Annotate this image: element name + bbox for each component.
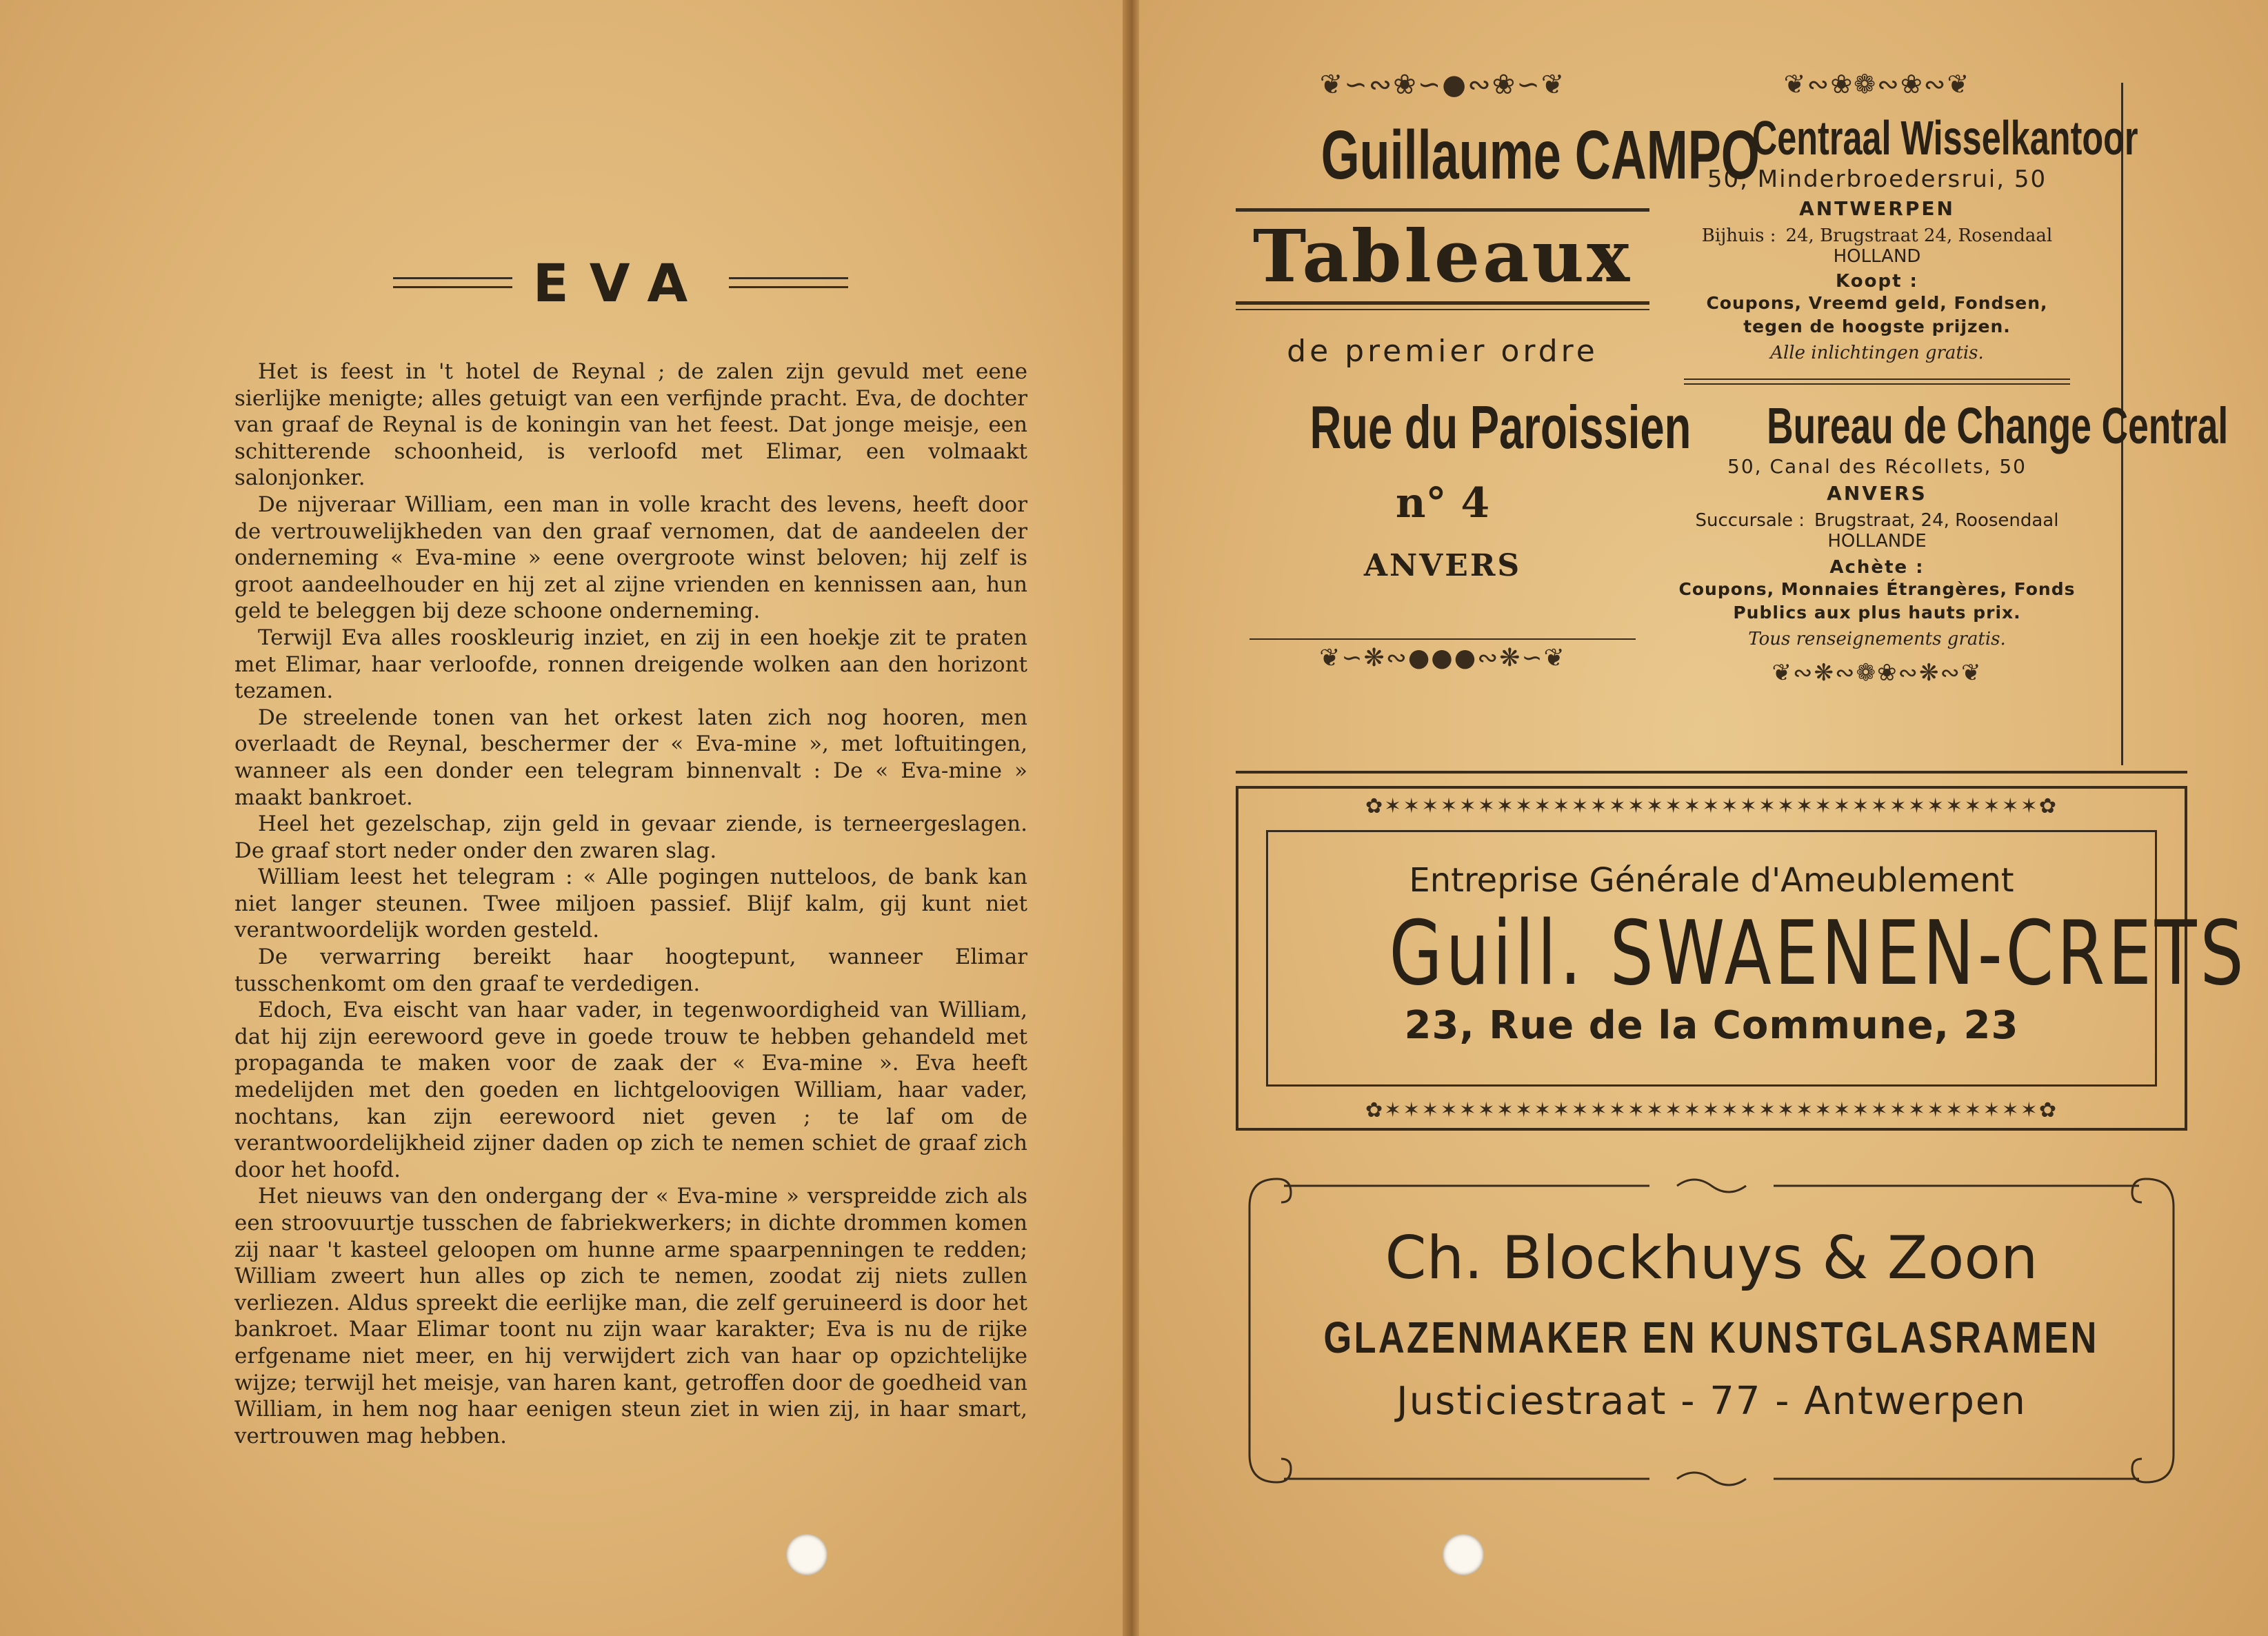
section-divider	[1236, 771, 2187, 774]
title-rule-left	[393, 277, 512, 288]
exchange-branch-address-fr: Brugstraat, 24, Roosendaal	[1814, 510, 2059, 531]
story-paragraph: William leest het telegram : « Alle pogingen nutteloos, de bank kan niet langer steunen. Twee miljoen passief. Blijf kalm, gij kunt niet verantwoordelijk worden gesteld.	[234, 865, 1027, 943]
story-paragraph: Terwijl Eva alles rooskleurig inziet, en zij in een hoekje zit te praten met Elimar, haar verloofde, ronnen dreigende wolken aan den horizont tezamen.	[234, 625, 1027, 704]
exchange-branch-country-nl: HOLLAND	[1833, 246, 1921, 267]
story-paragraph: De streelende tonen van het orkest laten zich nog hooren, men overlaadt de Reynal, beschermer der « Eva-mine », met loftuitingen, wanneer als een donder een telegram binnenvalt : De « Eva-mine » maakt bankroet.	[234, 705, 1027, 810]
ornament-border-bottom: ✿✶✶✶✶✶✶✶✶✶✶✶✶✶✶✶✶✶✶✶✶✶✶✶✶✶✶✶✶✶✶✶✶✶✶✶✿	[1365, 1098, 2058, 1122]
campo-name: Guillaume CAMPO	[1321, 117, 1760, 194]
exchange-info-fr: Tous renseignements gratis.	[1748, 629, 2006, 649]
ornament-flourish: ❦∾❋∾❁❀∾❋∾❦	[1772, 659, 1983, 687]
binding-hole	[786, 1534, 827, 1575]
story-paragraph: De nijveraar William, een man in volle kracht des levens, heeft door de vertrouwelijkheden van den graaf vernomen, dat de aandeelen der onderneming « Eva-mine » eene overgroote winst beloven; hij zelf is groot aandeelhouder en hij zet al zijne vrienden en kennissen aan, hun geld te beleggen bij deze schoone onderneming.	[234, 492, 1027, 624]
story-paragraph: Edoch, Eva eischt van haar vader, in tegenwoordigheid van William, dat hij zijn eerewoord geve in goede trouw te hebben gehandeld met propaganda te maken voor de zaak der « Eva-mine ». Eva heeft medelijden met den goeden en lichtgeloovigen William, haar vader, nochtans, kan zijn eerewoord niet geven ; te laf om de verantwoordelijkheid zijner daden op zich te nemen schiet de graaf zich door het hoofd.	[234, 998, 1027, 1182]
story-paragraph: De verwarring bereikt haar hoogtepunt, wanneer Elimar tusschenkomt om den graaf te verdedigen.	[234, 945, 1027, 996]
story-body	[234, 358, 1027, 1517]
exchange-city-fr: ANVERS	[1827, 482, 1927, 505]
swaenen-frame	[1266, 830, 2247, 1087]
blockhuys-address: Justiciestraat - 77 - Antwerpen	[1396, 1379, 2027, 1424]
exchange-name-nl: Centraal Wisselkantoor	[1752, 111, 2138, 165]
exchange-buys-label-nl: Koopt :	[1836, 271, 1918, 292]
blockhuys-advert	[1236, 1165, 2187, 1496]
exchange-advert	[1677, 69, 2229, 751]
left-page	[0, 0, 1131, 1636]
swaenen-name: Guill. SWAENEN-CRETS	[1389, 902, 2247, 1005]
blockhuys-trade: GLAZENMAKER EN KUNSTGLASRAMEN	[1323, 1313, 2100, 1362]
exchange-info-nl: Alle inlichtingen gratis.	[1770, 343, 1984, 363]
blockhuys-name: Ch. Blockhuys & Zoon	[1385, 1224, 2038, 1293]
right-page	[1139, 0, 2268, 1636]
exchange-buys-text-nl: Coupons, Vreemd geld, Fondsen, tegen de hoogste prijzen.	[1706, 293, 2048, 336]
swaenen-advert	[1236, 786, 2247, 1131]
swaenen-line1: Entreprise Générale d'Ameublement	[1409, 861, 2014, 900]
campo-city: ANVERS	[1363, 548, 1522, 583]
exchange-name-fr: Bureau de Change Central	[1767, 397, 2229, 454]
exchange-address-nl: 50, Minderbroedersrui, 50	[1707, 165, 2047, 193]
story-title-text: EVA	[532, 252, 709, 314]
exchange-buys-label-fr: Achète :	[1829, 557, 1925, 578]
ornament-flourish: ❦∽∾❀∽●∾❀∽❦	[1319, 69, 1566, 101]
story-paragraph: Het is feest in 't hotel de Reynal ; de zalen zijn gevuld met eene sierlijke menigte; alles getuigt van een verfijnde pracht. Eva, de dochter van graaf de Reynal is de koningin van het feest. Dat jonge meisje, een schitterende schoonheid, is verloofd met Elimar, een volmaakt salonjonker.	[234, 359, 1027, 491]
campo-number: n° 4	[1395, 479, 1490, 527]
campo-street: Rue du Paroissien	[1309, 393, 1692, 461]
story-paragraph: Heel het gezelschap, zijn geld in gevaar ziende, is terneergeslagen. De graaf stort neder onder den zwaren slag.	[234, 811, 1027, 863]
ornament-flourish: ❦∽❋∾●●●∾❋∽❦	[1319, 644, 1566, 672]
exchange-branch-address-nl: 24, Brugstraat 24, Rosendaal	[1785, 225, 2053, 246]
campo-quality: de premier ordre	[1287, 334, 1598, 369]
ornament-border-top: ✿✶✶✶✶✶✶✶✶✶✶✶✶✶✶✶✶✶✶✶✶✶✶✶✶✶✶✶✶✶✶✶✶✶✶✶✿	[1365, 794, 2058, 818]
binding-hole	[1443, 1534, 1484, 1575]
exchange-branch-label-nl: Bijhuis :	[1701, 225, 1776, 246]
exchange-city-nl: ANTWERPEN	[1799, 197, 1955, 220]
exchange-buys-text-fr: Coupons, Monnaies Étrangères, Fonds Publics aux plus hauts prix.	[1678, 579, 2076, 623]
exchange-branch-country-fr: HOLLANDE	[1827, 531, 1927, 552]
swaenen-address: 23, Rue de la Commune, 23	[1404, 1003, 2019, 1048]
exchange-address-fr: 50, Canal des Récollets, 50	[1727, 455, 2027, 478]
story-paragraph: Het nieuws van den ondergang der « Eva-mine » verspreidde zich als een stroovuurtje tusschen de fabriekwerkers; in dichte drommen komen zij naar 't kasteel geloopen om hunne arme spaarpenningen te redden; William zweert hun alles op zich te nemen, zoodat zij niets zullen verliezen. Aldus spreekt die eerlijke man, die zelf geruineerd is door het bankroet. Maar Elimar toont nu zijn waar karakter; Eva is nu de rijke erfgename niet meer, en hij verwijdert zich van haar op opzichtelijke wijze; terwijl het meisje, van haren kant, getroffen door de goedheid van William, in hem nog haar eenigen steun ziet in wien zij, in haar smart, vertrouwen mag hebben.	[234, 1184, 1027, 1448]
title-rule-right	[729, 277, 848, 288]
exchange-branch-label-fr: Succursale :	[1695, 510, 1805, 531]
campo-product: Tableaux	[1252, 214, 1633, 299]
story-title	[393, 248, 848, 317]
ornament-flourish: ❦∾❀❁∾❀∾❦	[1783, 69, 1971, 99]
